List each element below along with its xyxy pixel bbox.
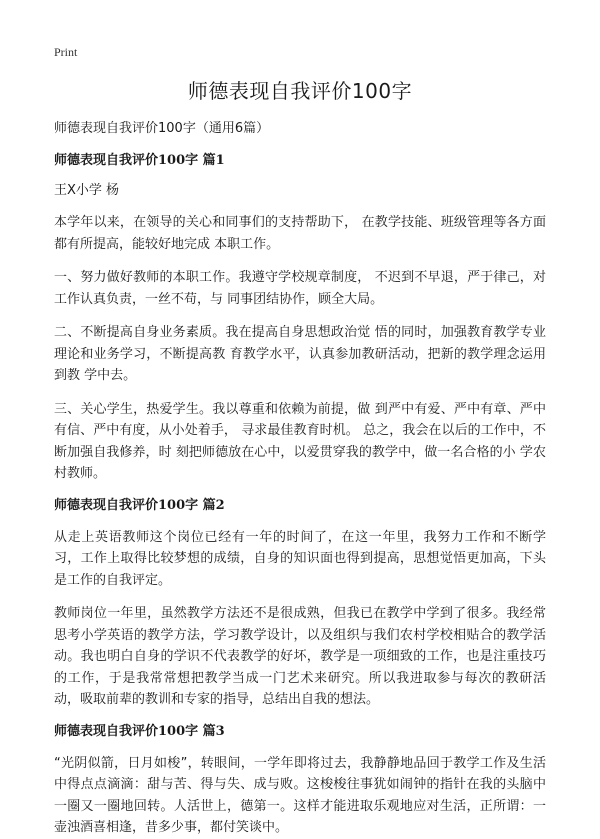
paragraph: 三、关心学生，热爱学生。我以尊重和依赖为前提，做 到严中有爱、严中有章、严中有信、严中有度，从小处着手， 寻求最佳教育时机。 总之，我会在以后的工作中，不断加强自我修养，时 刻把师德放在心中，以爱贯穿我的教学中，做一名合格的小 学农村教师。	[54, 401, 546, 481]
section-1	[54, 152, 546, 485]
document-subtitle: 师德表现自我评价100字（通用6篇）	[54, 121, 270, 136]
document-title: 师德表现自我评价100字	[187, 79, 413, 103]
section-heading: 师德表现自我评价100字 篇2	[54, 497, 225, 513]
paragraph: 一、努力做好教师的本职工作。我遵守学校规章制度， 不迟到不早退，严于律己，对工作认真负责，一丝不苟，与 同事团结协作，顾全大局。	[54, 270, 546, 307]
paragraph: 二、不断提高自身业务素质。我在提高自身思想政治觉 悟的同时，加强教育教学专业理论和业务学习，不断提高教 育教学水平，认真参加教研活动，把新的教学理念运用到教 学中去。	[54, 325, 546, 383]
print-label: Print	[54, 45, 78, 59]
section-heading: 师德表现自我评价100字 篇1	[54, 153, 225, 168]
author-line: 王X小学 杨	[54, 183, 120, 198]
paragraph: 教师岗位一年里，虽然教学方法还不是很成熟，但我已在教学中学到了很多。我经常思考小学英语的教学方法，学习教学设计，以及组织与我们农村学校相贴合的教学活动。我也明白自身的学识不代表教学的好坏，教学是一项细致的工作，也是注重技巧的工作，于是我常常想把教学当成一门艺术来研究。所以我进取参与每次的教研活动，吸取前辈的教训和专家的指导，总结出自我的想法。	[54, 606, 546, 707]
paragraph: 从走上英语教师这个岗位已经有一年的时间了，在这一年里，我努力工作和不断学习，工作上取得比较梦想的成绩，自身的知识面也得到提高，思想觉悟更加高，下头是工作的自我评定。	[54, 529, 546, 588]
section-heading: 师德表现自我评价100字 篇3	[54, 723, 225, 739]
paragraph: 本学年以来，在领导的关心和同事们的支持帮助下， 在教学技能、班级管理等各方面都有所提高，能较好地完成 本职工作。	[54, 215, 546, 252]
paragraph: “光阴似箭，日月如梭”，转眼间，一学年即将过去，我静静地品回于教学工作及生活中得点点滴滴：甜与苦、得与失、成与败。这梭梭往事犹如闹钟的指针在我的头脑中一圈又一圈地回转。人活世上，德第一。这样才能进取乐观地应对生活，正所谓：一壶浊酒喜相逢，昔多少事，都付笑谈中。	[54, 755, 546, 835]
section-3	[54, 723, 546, 839]
section-2	[54, 497, 546, 711]
